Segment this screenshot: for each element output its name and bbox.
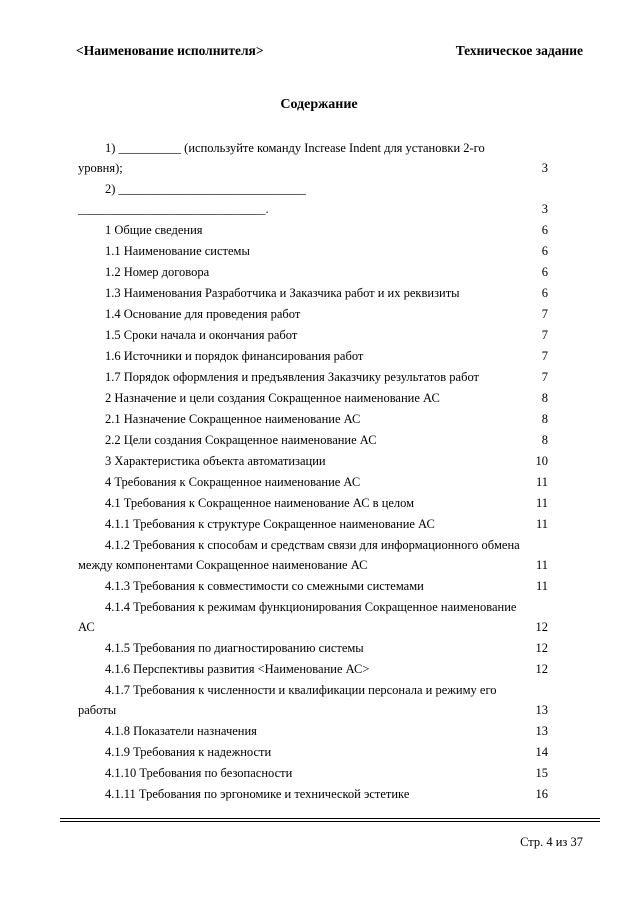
toc-entry-page: 14 bbox=[535, 745, 548, 759]
toc-entry-page: 6 bbox=[541, 265, 548, 279]
toc-entry-label: 1.7 Порядок оформления и предъявления Заказчику результатов работ bbox=[105, 370, 480, 384]
toc-entry-page: 12 bbox=[535, 620, 548, 634]
toc-entry-label: 4.1.10 Требования по безопасности bbox=[105, 766, 293, 780]
footer-rule-top bbox=[60, 818, 600, 819]
toc-entry-page: 8 bbox=[541, 433, 548, 447]
toc-entry-label: 4.1.8 Показатели назначения bbox=[105, 724, 257, 738]
toc-entry-page: 11 bbox=[535, 517, 548, 531]
toc-entry-page: 12 bbox=[535, 641, 548, 655]
header-organization: <Наименование исполнителя> bbox=[76, 43, 264, 58]
toc-entry-label: 4.1.5 Требования по диагностированию системы bbox=[105, 641, 364, 655]
toc-entry-label: 1.2 Номер договора bbox=[105, 265, 210, 279]
toc-entry-page: 7 bbox=[541, 370, 548, 384]
page-number: Стр. 4 из 37 bbox=[520, 835, 583, 849]
toc-entry-page: 12 bbox=[535, 662, 548, 676]
toc-entry-label: 2.1 Назначение Сокращенное наименование АС bbox=[105, 412, 361, 426]
toc-entry-label: 4.1.3 Требования к совместимости со смежными системами bbox=[105, 579, 424, 593]
toc-entry-page: 8 bbox=[541, 412, 548, 426]
toc-entry-page: 6 bbox=[541, 244, 548, 258]
toc-entry-page: 7 bbox=[541, 328, 548, 342]
toc-entry-label-continued: ______________________________. bbox=[78, 202, 269, 216]
toc-entry-page: 11 bbox=[535, 579, 548, 593]
toc-entry-label: 1.6 Источники и порядок финансирования работ bbox=[105, 349, 364, 363]
toc-entry-label: 4.1.1 Требования к структуре Сокращенное наименование АС bbox=[105, 517, 435, 531]
toc-entry-page: 3 bbox=[541, 161, 548, 175]
toc-entry-label: 4.1.6 Перспективы развития <Наименование АС> bbox=[105, 662, 370, 676]
toc-entry-label: 4.1.7 Требования к численности и квалификации персонала и режиму его bbox=[105, 683, 497, 697]
toc-entry-label: 4.1 Требования к Сокращенное наименование АС в целом bbox=[105, 496, 415, 510]
toc-entry-label: 4.1.2 Требования к способам и средствам связи для информационного обмена bbox=[105, 538, 520, 552]
toc-entry-page: 16 bbox=[535, 787, 548, 801]
toc-entry-label: 3 Характеристика объекта автоматизации bbox=[105, 454, 326, 468]
toc-entry-label: 4.1.11 Требования по эргономике и технической эстетике bbox=[105, 787, 410, 801]
toc-entry-label-continued: уровня); bbox=[78, 161, 123, 175]
toc-entry-label: 2.2 Цели создания Сокращенное наименование АС bbox=[105, 433, 377, 447]
toc-entry-label: 1.1 Наименование системы bbox=[105, 244, 250, 258]
toc-entry-page: 11 bbox=[535, 558, 548, 572]
toc-entry-label-continued: АС bbox=[78, 620, 95, 634]
toc-entry-page: 6 bbox=[541, 223, 548, 237]
toc-entry-page: 7 bbox=[541, 307, 548, 321]
toc-entry-label: 4 Требования к Сокращенное наименование АС bbox=[105, 475, 361, 489]
toc-entry-page: 3 bbox=[541, 202, 548, 216]
toc-entry-page: 10 bbox=[535, 454, 548, 468]
toc-entry-page: 13 bbox=[535, 724, 548, 738]
toc-entry-page: 15 bbox=[535, 766, 548, 780]
toc-entry-page: 8 bbox=[541, 391, 548, 405]
toc-entry-label: 1.4 Основание для проведения работ bbox=[105, 307, 301, 321]
footer-rule-bottom bbox=[60, 821, 600, 822]
toc-title: Содержание bbox=[280, 97, 358, 112]
toc-entry-label-continued: между компонентами Сокращенное наименование АС bbox=[78, 558, 368, 572]
toc-entry-label: 4.1.9 Требования к надежности bbox=[105, 745, 272, 759]
toc-entry-label: 1.5 Сроки начала и окончания работ bbox=[105, 328, 298, 342]
toc-entry-label: 1.3 Наименования Разработчика и Заказчика работ и их реквизиты bbox=[105, 286, 460, 300]
toc-entry-page: 13 bbox=[535, 703, 548, 717]
toc-entry-label: 2) ______________________________ bbox=[105, 182, 307, 196]
toc-entry-label: 1 Общие сведения bbox=[105, 223, 203, 237]
toc-entry-label: 2 Назначение и цели создания Сокращенное наименование АС bbox=[105, 391, 440, 405]
toc-entry-label-continued: работы bbox=[78, 703, 117, 717]
toc-entry-label: 4.1.4 Требования к режимам функционирования Сокращенное наименование bbox=[105, 600, 517, 614]
toc-entry-page: 7 bbox=[541, 349, 548, 363]
header-document-type: Техническое задание bbox=[455, 43, 583, 58]
toc-entry-label: 1) __________ (используйте команду Increase Indent для установки 2-го bbox=[105, 141, 485, 155]
toc-entry-page: 11 bbox=[535, 496, 548, 510]
toc-entry-page: 11 bbox=[535, 475, 548, 489]
toc-entry-page: 6 bbox=[541, 286, 548, 300]
